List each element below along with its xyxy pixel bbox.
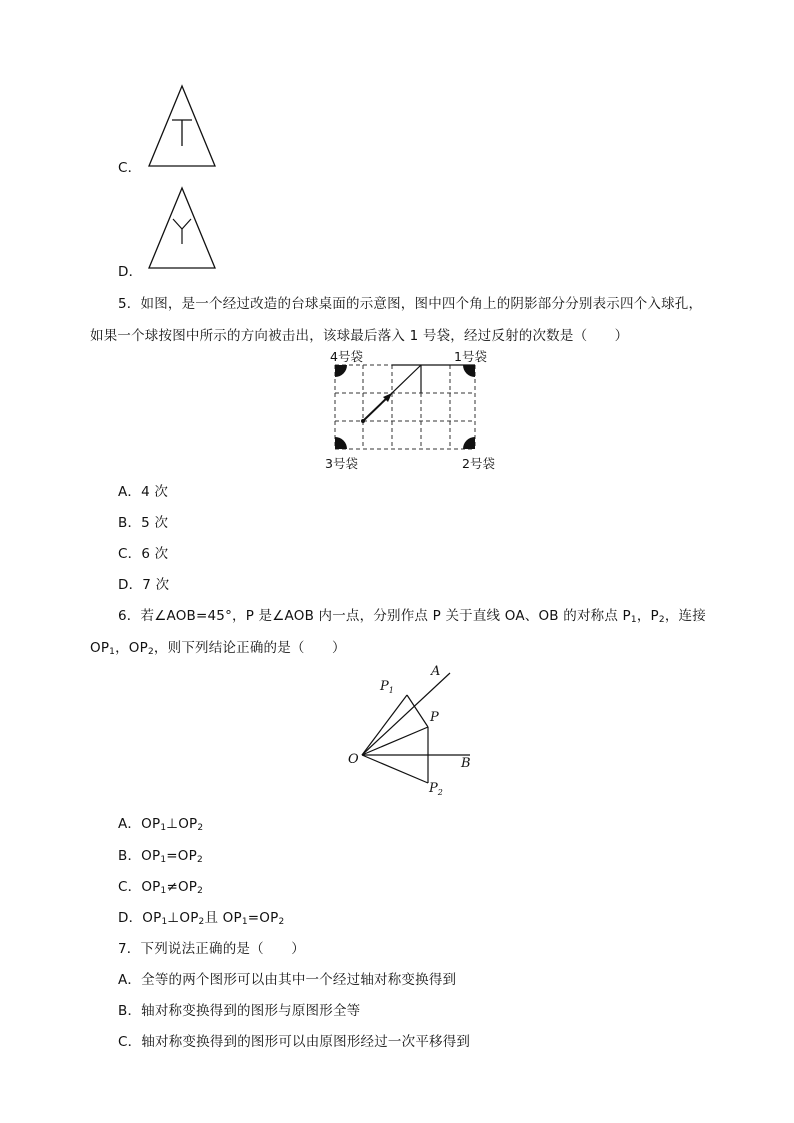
point-a-label: A xyxy=(431,664,441,679)
pocket-1-icon xyxy=(463,365,475,377)
q5-option-a[interactable]: A．4 次 xyxy=(118,484,169,500)
pocket-3-label: 3号袋 xyxy=(325,456,358,471)
pocket-4-icon xyxy=(335,365,347,377)
q6-option-b[interactable]: B．$OP_1=OP_2$ xyxy=(118,848,203,865)
q4-option-c-label[interactable]: C． xyxy=(118,160,142,176)
pocket-2-icon xyxy=(463,437,475,449)
q4-option-d-label[interactable]: D． xyxy=(118,264,143,280)
q7-stem: 7．下列说法正确的是（ ） xyxy=(118,941,305,957)
q6-stem-line1: 6．若∠AOB=45°，P 是∠AOB 内一点，分别作点 P 关于直线 OA、OB 的对称点 $P_1$，$P_2$，连接 xyxy=(118,608,706,625)
q7-option-a[interactable]: A．全等的两个图形可以由其中一个经过轴对称变换得到 xyxy=(118,972,457,988)
q6-option-d[interactable]: D．$OP_1\perp OP_2$且 $OP_1=OP_2$ xyxy=(118,910,285,927)
point-b-label: B xyxy=(461,756,471,771)
q6-stem-line2: $OP_1$，$OP_2$，则下列结论正确的是（ ） xyxy=(90,640,346,657)
pocket-2-label: 2号袋 xyxy=(462,456,495,471)
q4-option-c-figure xyxy=(146,84,218,170)
pocket-3-icon xyxy=(335,437,347,449)
point-p-label: P xyxy=(430,710,439,725)
point-p1-label: $P_1$ xyxy=(380,679,394,695)
q5-option-c[interactable]: C．6 次 xyxy=(118,546,169,562)
q7-option-c[interactable]: C．轴对称变换得到的图形可以由原图形经过一次平移得到 xyxy=(118,1034,471,1050)
pocket-1-label: 1号袋 xyxy=(454,349,487,364)
q6-option-c[interactable]: C．$OP_1\ne OP_2$ xyxy=(118,879,204,896)
q5-stem-line1: 5．如图，是一个经过改造的台球桌面的示意图，图中四个角上的阴影部分分别表示四个入球孔， xyxy=(118,296,703,312)
q6-option-a[interactable]: A．$OP_1\perp OP_2$ xyxy=(118,816,204,833)
pocket-4-label: 4号袋 xyxy=(330,349,363,364)
q5-option-b[interactable]: B．5 次 xyxy=(118,515,169,531)
point-o-label: O xyxy=(348,752,359,767)
billiard-table-figure xyxy=(330,360,480,454)
point-p2-label: $P_2$ xyxy=(429,781,443,797)
q5-stem-line2: 如果一个球按图中所示的方向被击出，该球最后落入 1 号袋，经过反射的次数是（ ） xyxy=(90,328,629,344)
q4-option-d-figure xyxy=(146,186,218,272)
angle-reflection-figure xyxy=(340,660,480,800)
q7-option-b[interactable]: B．轴对称变换得到的图形与原图形全等 xyxy=(118,1003,361,1019)
q5-option-d[interactable]: D．7 次 xyxy=(118,577,170,593)
